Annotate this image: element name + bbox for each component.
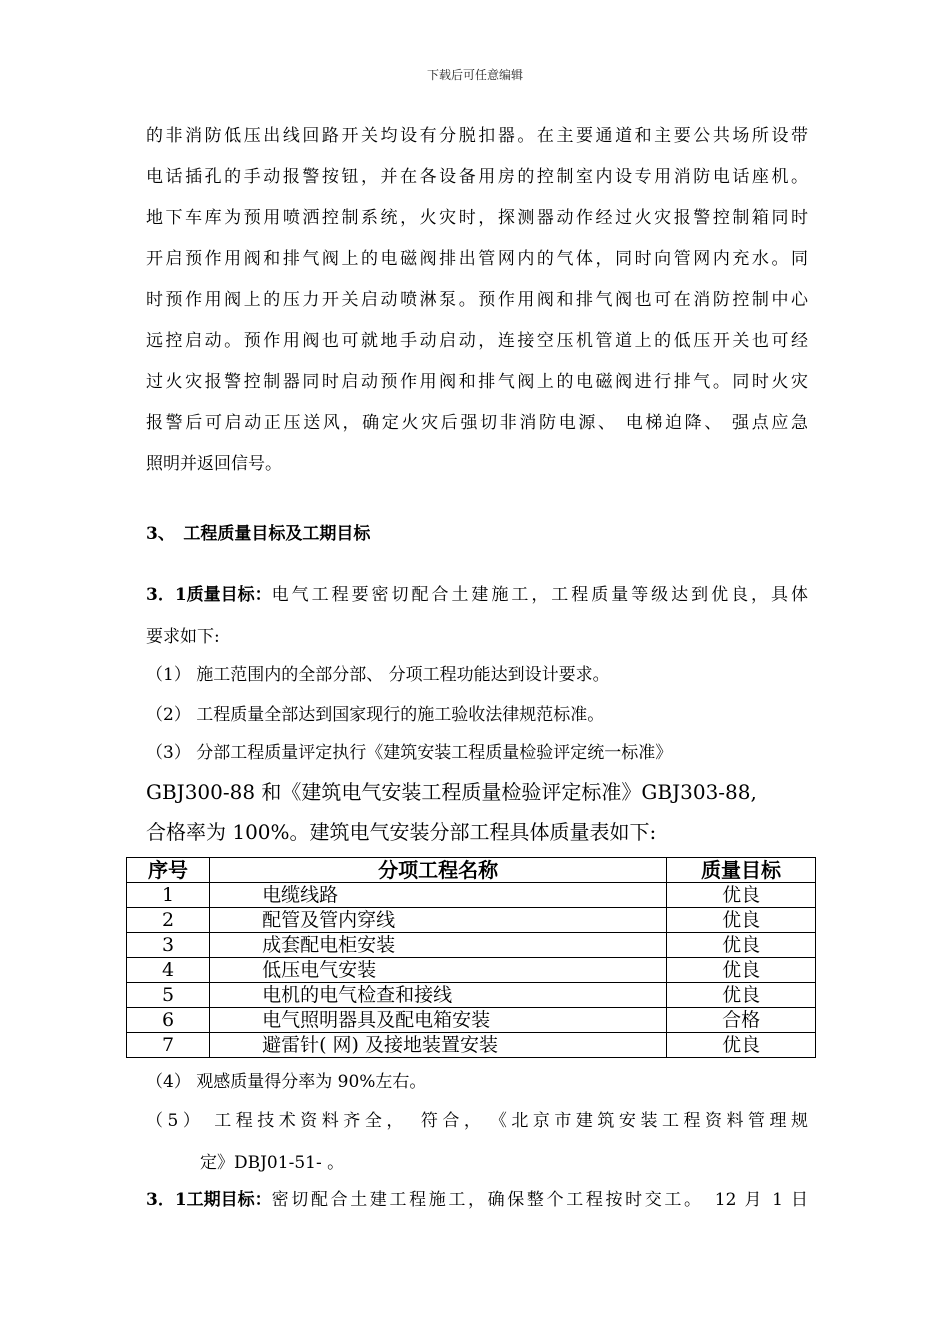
paragraph-line: 电话插孔的手动报警按钮，并在各设备用房的控制室内设专用消防电话座机。 [146,167,808,187]
header-goal: 质量目标 [667,858,816,883]
header-name: 分项工程名称 [210,858,667,883]
table-row [127,958,816,983]
paragraph-line: 地下车库为预用喷洒控制系统，火灾时，探测器动作经过火灾报警控制箱同时 [146,208,808,228]
quality-goal-text-cont: 要求如下: [146,627,220,647]
list-item [146,1106,808,1131]
schedule-goal-line [146,1185,808,1210]
table-row [127,883,816,908]
cell-name: 电机的电气检查和接线 [210,983,667,1008]
page-header: 下载后可任意编辑 [426,68,523,82]
cell-goal: 优良 [667,1033,816,1058]
table-row [127,1008,816,1033]
list-item: （2） 工程质量全部达到国家现行的施工验收法律规范标准。 [146,705,605,725]
list-item: （4） 观感质量得分率为 90%左右。 [146,1072,427,1092]
list-item-cont: 合格率为 100%。建筑电气安装分部工程具体质量表如下: [146,820,657,844]
list-item-text: （5） 工程技术资料齐全， 符合， 《北京市建筑安装工程资料管理规 [146,1111,808,1131]
cell-no: 6 [127,1008,210,1033]
cell-no: 4 [127,958,210,983]
table-row [127,1033,816,1058]
cell-name: 电缆线路 [210,883,667,908]
paragraph-line: 过火灾报警控制器同时启动预作用阀和排气阀上的电磁阀进行排气。同时火灾 [146,372,808,392]
list-item-cont: 定》DBJ01-51- 。 [200,1153,345,1173]
quality-goal-text: 电气工程要密切配合土建施工，工程质量等级达到优良，具体 [271,585,808,605]
cell-goal: 优良 [667,908,816,933]
cell-no: 1 [127,883,210,908]
list-item: （3） 分部工程质量评定执行《建筑安装工程质量检验评定统一标准》 [146,743,673,763]
cell-goal: 合格 [667,1008,816,1033]
paragraph-line: 远控启动。预作用阀也可就地手动启动，连接空压机管道上的低压开关也可经 [146,331,808,351]
schedule-goal-text: 密切配合土建工程施工，确保整个工程按时交工。 12 月 1 日 [271,1190,808,1210]
cell-name: 低压电气安装 [210,958,667,983]
paragraph-line: 照明并返回信号。 [146,454,282,474]
cell-goal: 优良 [667,958,816,983]
paragraph-line: 开启预作用阀和排气阀上的电磁阀排出管网内的气体，同时向管网内充水。同 [146,249,808,269]
cell-name: 成套配电柜安装 [210,933,667,958]
cell-no: 3 [127,933,210,958]
schedule-goal-label: 3．1工期目标： [146,1190,272,1210]
header-no: 序号 [127,858,210,883]
paragraph-line: 时预作用阀上的压力开关启动喷淋泵。预作用阀和排气阀也可在消防控制中心 [146,290,808,310]
table-header-row [127,858,816,883]
quality-goal-label: 3．1质量目标： [146,585,272,605]
table-row [127,983,816,1008]
paragraph-line: 报警后可启动正压送风，确定火灾后强切非消防电源、 电梯迫降、 强点应急 [146,413,808,433]
list-item: （1） 施工范围内的全部分部、 分项工程功能达到设计要求。 [146,665,610,685]
list-item-cont: GBJ300-88 和《建筑电气安装工程质量检验评定标准》GBJ303-88, [146,780,757,804]
intro-paragraph [146,116,808,485]
quality-table [126,857,816,1058]
cell-goal: 优良 [667,983,816,1008]
cell-no: 7 [127,1033,210,1058]
cell-goal: 优良 [667,883,816,908]
cell-goal: 优良 [667,933,816,958]
section-heading: 3、 工程质量目标及工期目标 [146,524,371,544]
table-row [127,908,816,933]
cell-name: 电气照明器具及配电箱安装 [210,1008,667,1033]
cell-no: 5 [127,983,210,1008]
quality-goal-line [146,580,808,605]
cell-name: 配管及管内穿线 [210,908,667,933]
paragraph-line: 的非消防低压出线回路开关均设有分脱扣器。在主要通道和主要公共场所设带 [146,126,808,146]
cell-no: 2 [127,908,210,933]
cell-name: 避雷针( 网) 及接地装置安装 [210,1033,667,1058]
table-row [127,933,816,958]
